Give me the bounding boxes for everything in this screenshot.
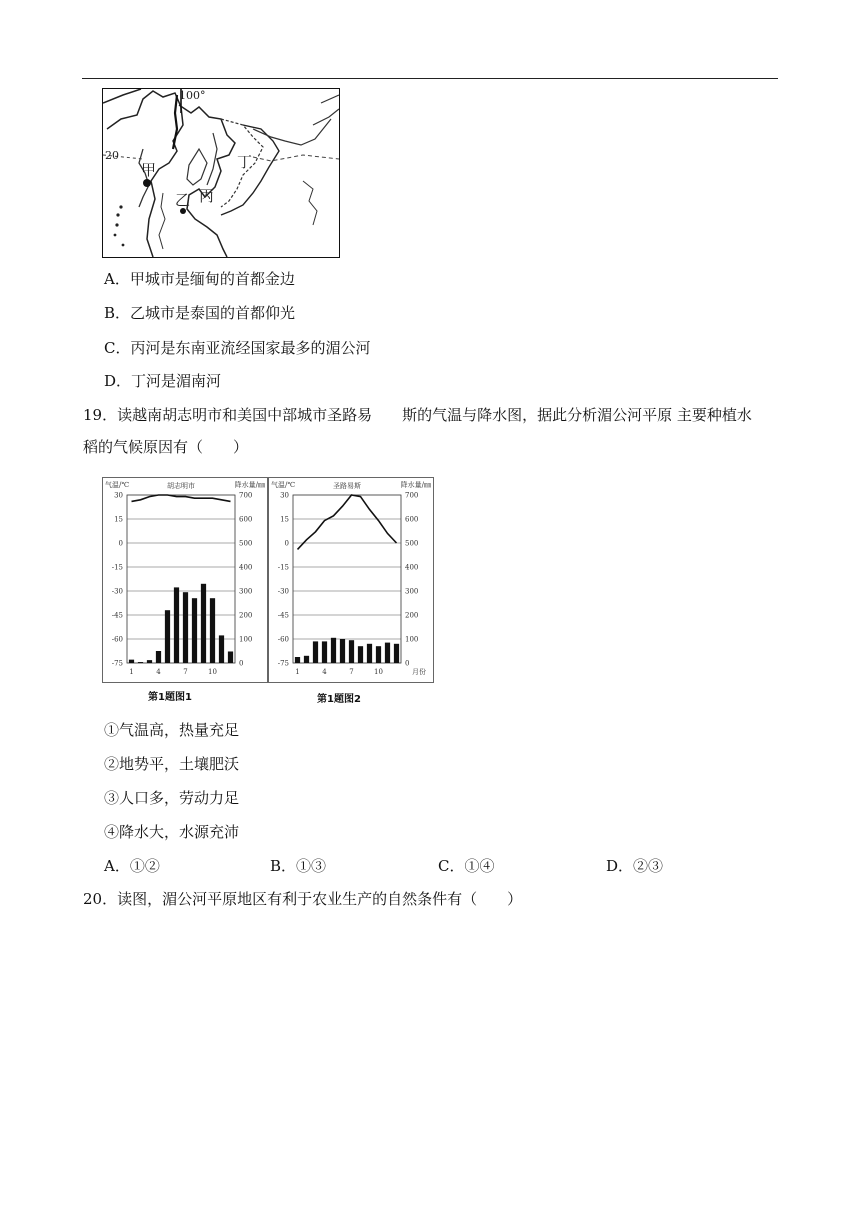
y-axis-label-temperature: 气温/℃ xyxy=(105,481,130,489)
q20-stem: 20．读图，湄公河平原地区有利于农业生产的自然条件有（ ） xyxy=(83,890,523,908)
precip-tick-label: 700 xyxy=(239,491,253,500)
x-axis-label: 月份 xyxy=(412,668,426,676)
precip-tick-label: 0 xyxy=(239,659,244,668)
precip-bar xyxy=(174,587,179,663)
longitude-label: 100° xyxy=(179,89,206,102)
precip-tick-label: 400 xyxy=(405,563,419,572)
precip-tick-label: 300 xyxy=(239,587,253,596)
precip-tick-label: 0 xyxy=(405,659,410,668)
precip-tick-label: 300 xyxy=(405,587,419,596)
precip-bar xyxy=(183,592,188,663)
map-label-bing: 丙 xyxy=(199,187,215,205)
q19-choice-d: D．②③ xyxy=(606,857,664,875)
precip-tick-label: 500 xyxy=(239,539,253,548)
map-label-ding: 丁 xyxy=(237,153,253,171)
temp-tick-label: 0 xyxy=(118,539,123,548)
precip-bar xyxy=(340,639,345,663)
month-tick-label: 4 xyxy=(156,668,161,676)
q19-stem-line2: 稻的气候原因有（ ） xyxy=(83,438,249,456)
y-axis-label-precipitation: 降水量/㎜ xyxy=(234,481,265,489)
month-tick-label: 10 xyxy=(374,668,383,676)
temp-tick-label: -15 xyxy=(277,563,289,572)
temp-tick-label: -45 xyxy=(111,611,123,620)
precip-tick-label: 200 xyxy=(405,611,419,620)
precip-bar xyxy=(192,598,197,663)
chart-title: 胡志明市 xyxy=(167,482,195,490)
precip-tick-label: 600 xyxy=(239,515,253,524)
precip-bar xyxy=(228,651,233,663)
temp-tick-label: -30 xyxy=(111,587,123,596)
precip-bar xyxy=(165,610,170,663)
q19-statement-3: ③人口多，劳动力足 xyxy=(104,789,240,807)
southeast-asia-map xyxy=(102,88,340,258)
q19-choice-a: A．①② xyxy=(104,857,160,875)
month-tick-label: 1 xyxy=(295,668,300,676)
precip-bar xyxy=(219,635,224,663)
q18-option-b: B．乙城市是泰国的首都仰光 xyxy=(104,304,296,322)
precip-bar xyxy=(367,644,372,663)
precip-tick-label: 400 xyxy=(239,563,253,572)
temp-tick-label: 30 xyxy=(114,491,123,500)
temp-tick-label: 30 xyxy=(280,491,289,500)
chart-title: 圣路易斯 xyxy=(333,482,361,490)
month-tick-label: 4 xyxy=(322,668,327,676)
q19-stem-line1: 19．读越南胡志明市和美国中部城市圣路易 斯的气温与降水图，据此分析湄公河平原 主要种植水 xyxy=(83,406,752,424)
month-tick-label: 1 xyxy=(129,668,134,676)
precip-tick-label: 700 xyxy=(405,491,419,500)
precip-bar xyxy=(385,643,390,663)
month-tick-label: 10 xyxy=(208,668,217,676)
precip-bar xyxy=(295,657,300,663)
temp-tick-label: 15 xyxy=(280,515,289,524)
precip-bar xyxy=(156,651,161,663)
temp-tick-label: -45 xyxy=(277,611,289,620)
precip-bar xyxy=(349,640,354,663)
precip-bar xyxy=(358,646,363,663)
header-rule xyxy=(82,78,778,79)
climate-chart-stlouis xyxy=(268,477,434,683)
chart-caption-1: 第1题图1 xyxy=(148,692,192,703)
chart-caption-2: 第1题图2 xyxy=(317,694,361,705)
precip-bar xyxy=(304,656,309,663)
precip-bar xyxy=(129,660,134,663)
q18-option-d: D．丁河是湄南河 xyxy=(104,372,222,390)
precip-bar xyxy=(147,660,152,663)
temp-tick-label: 0 xyxy=(284,539,289,548)
precip-bar xyxy=(313,641,318,663)
precip-bar xyxy=(201,584,206,663)
precip-bar xyxy=(376,646,381,663)
q19-choice-b: B．①③ xyxy=(270,857,327,875)
map-label-yi: 乙 xyxy=(175,191,191,209)
precip-bar xyxy=(394,644,399,663)
temp-tick-label: -60 xyxy=(277,635,289,644)
precip-tick-label: 600 xyxy=(405,515,419,524)
q18-option-a: A．甲城市是缅甸的首都金边 xyxy=(104,270,295,288)
temperature-line xyxy=(132,495,231,501)
month-tick-label: 7 xyxy=(183,668,188,676)
chart-svg-stlouis xyxy=(269,478,433,682)
temp-tick-label: -60 xyxy=(111,635,123,644)
q19-choice-c: C．①④ xyxy=(438,857,495,875)
precip-tick-label: 100 xyxy=(239,635,253,644)
temp-tick-label: -75 xyxy=(111,659,123,668)
precip-bar xyxy=(331,638,336,663)
precip-bar xyxy=(210,598,215,663)
precip-tick-label: 100 xyxy=(405,635,419,644)
y-axis-label-temperature: 气温/℃ xyxy=(271,481,296,489)
q19-statement-1: ①气温高，热量充足 xyxy=(104,721,240,739)
q18-option-c: C．丙河是东南亚流经国家最多的湄公河 xyxy=(104,339,371,357)
month-tick-label: 7 xyxy=(349,668,354,676)
temp-tick-label: -75 xyxy=(277,659,289,668)
precip-bar xyxy=(322,641,327,663)
temperature-line xyxy=(298,495,397,549)
map-outline xyxy=(103,89,339,257)
q19-statement-2: ②地势平，土壤肥沃 xyxy=(104,755,240,773)
plot-frame xyxy=(127,495,235,663)
q19-statement-4: ④降水大，水源充沛 xyxy=(104,823,240,841)
plot-frame xyxy=(293,495,401,663)
map-label-jia: 甲 xyxy=(141,161,157,179)
precip-bar xyxy=(138,662,143,663)
y-axis-label-precipitation: 降水量/㎜ xyxy=(400,481,431,489)
temp-tick-label: -30 xyxy=(277,587,289,596)
precip-tick-label: 200 xyxy=(239,611,253,620)
precip-tick-label: 500 xyxy=(405,539,419,548)
climate-chart-hcmc xyxy=(102,477,268,683)
temp-tick-label: -15 xyxy=(111,563,123,572)
chart-svg-hcmc xyxy=(103,478,267,682)
latitude-label: 20 xyxy=(105,149,119,162)
temp-tick-label: 15 xyxy=(114,515,123,524)
